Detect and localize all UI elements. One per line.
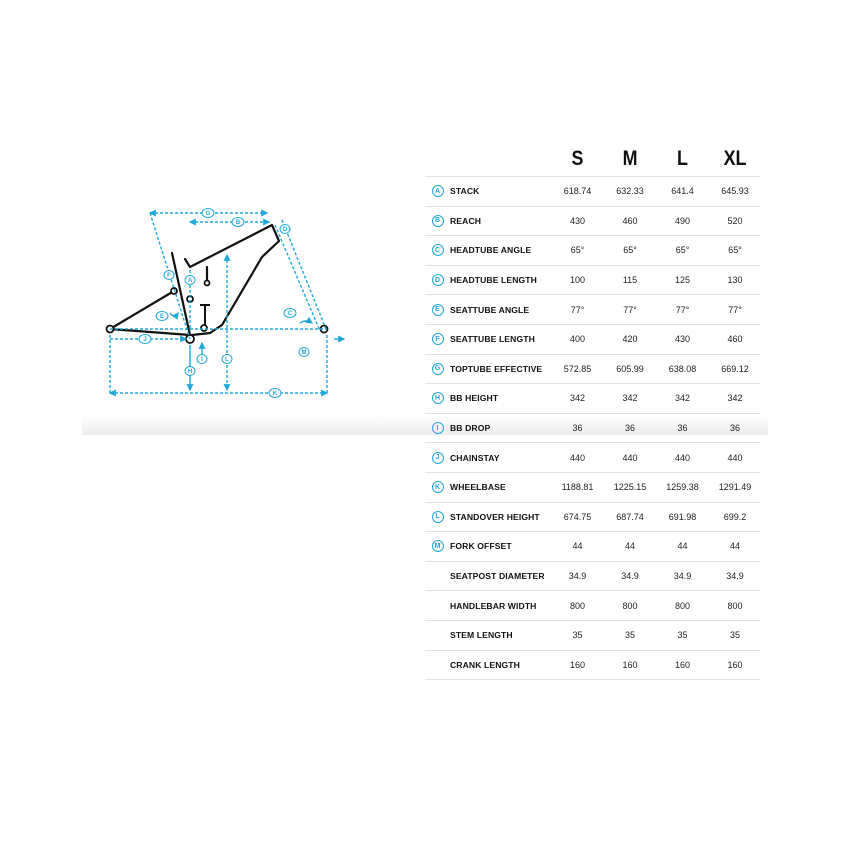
- table-row: [425, 562, 760, 592]
- row-value-s: 1188.81: [561, 482, 594, 493]
- table-row: [425, 473, 760, 503]
- row-value-m: 36: [624, 423, 635, 434]
- row-value-l: 65°: [675, 245, 690, 256]
- svg-text:K: K: [272, 391, 278, 397]
- badge-J: [139, 335, 151, 344]
- row-value-s: 36: [572, 423, 583, 434]
- row-value-m: 1225.15: [613, 482, 647, 493]
- row-label: CHAINSTAY: [450, 452, 500, 463]
- row-value-m: 632.33: [616, 186, 644, 197]
- svg-text:E: E: [159, 314, 165, 320]
- size-header-row: [425, 142, 760, 176]
- row-value-s: 430: [569, 215, 586, 226]
- row-label: REACH: [450, 215, 482, 226]
- seat-stay: [110, 291, 174, 329]
- table-row: [425, 176, 760, 207]
- table-row: [425, 236, 760, 266]
- row-badge: M: [432, 540, 444, 552]
- row-badge: C: [432, 244, 444, 256]
- row-value-s: 160: [569, 659, 586, 670]
- row-value-s: 400: [569, 334, 586, 345]
- badge-D: [280, 225, 290, 234]
- row-value-l: 1259.38: [666, 482, 699, 493]
- row-label: SEATPOST DIAMETER: [450, 571, 545, 582]
- row-label: HANDLEBAR WIDTH: [450, 600, 537, 611]
- row-value-l: 430: [674, 334, 691, 345]
- row-value-s: 100: [569, 275, 586, 286]
- badge-H: [185, 367, 195, 376]
- top-tube: [185, 225, 279, 335]
- row-value-m: 420: [622, 334, 638, 345]
- svg-text:L: L: [225, 357, 229, 363]
- table-row: [425, 651, 760, 681]
- size-S: S: [571, 147, 584, 170]
- row-value-xl: 36: [729, 423, 740, 434]
- lower-pivot: [201, 325, 207, 331]
- row-value-s: 35: [572, 630, 583, 641]
- row-badge: G: [432, 363, 444, 375]
- row-value-m: 687.74: [616, 511, 644, 522]
- row-value-xl: 440: [727, 452, 743, 463]
- badge-A: [185, 276, 195, 285]
- table-row: [425, 355, 760, 385]
- table-row: [425, 443, 760, 473]
- row-value-m: 440: [622, 452, 638, 463]
- row-value-s: 800: [569, 600, 586, 611]
- row-label: BB DROP: [450, 423, 491, 434]
- size-L: L: [677, 147, 688, 170]
- row-value-xl: 1291.49: [718, 482, 752, 493]
- table-row: [425, 207, 760, 237]
- shock-icon: [200, 305, 210, 325]
- row-value-s: 618.74: [563, 186, 592, 197]
- badge-G: [202, 209, 214, 218]
- row-value-m: 800: [622, 600, 638, 611]
- row-value-xl: 669.12: [721, 363, 749, 374]
- row-value-xl: 65°: [728, 245, 742, 256]
- row-badge: J: [432, 452, 444, 464]
- row-value-l: 77°: [675, 304, 690, 315]
- size-XL: XL: [723, 147, 747, 170]
- size-M: M: [622, 147, 638, 170]
- row-value-xl: 645.93: [721, 186, 749, 197]
- svg-text:G: G: [205, 211, 211, 217]
- row-badge: D: [432, 274, 444, 286]
- row-value-s: 77°: [570, 304, 585, 315]
- row-value-m: 460: [622, 215, 638, 226]
- geometry-table: [425, 142, 760, 680]
- row-label: SEATTUBE LENGTH: [450, 334, 535, 345]
- row-badge: H: [432, 392, 444, 404]
- upper-pivot: [171, 288, 177, 294]
- row-value-l: 125: [674, 275, 691, 286]
- badge-K: [269, 389, 281, 398]
- badge-E: [156, 312, 168, 321]
- row-badge: L: [432, 511, 444, 523]
- row-label: HEADTUBE LENGTH: [450, 275, 537, 286]
- row-value-l: 440: [674, 452, 691, 463]
- row-value-m: 34.9: [621, 571, 639, 582]
- svg-text:C: C: [287, 311, 293, 317]
- row-label: SEATTUBE ANGLE: [450, 304, 530, 315]
- row-value-s: 44: [572, 541, 583, 552]
- row-value-m: 160: [622, 659, 638, 670]
- diagram-letter-badges: [139, 209, 309, 398]
- row-badge: I: [432, 422, 444, 434]
- table-row: [425, 532, 760, 562]
- row-value-s: 572.85: [563, 363, 592, 374]
- row-badge: A: [432, 185, 444, 197]
- row-value-m: 65°: [623, 245, 637, 256]
- row-label: STACK: [450, 186, 480, 197]
- row-value-l: 342: [674, 393, 691, 404]
- dimension-lines: [110, 213, 344, 393]
- svg-text:B: B: [235, 220, 241, 226]
- badge-B: [232, 218, 244, 227]
- row-value-l: 691.98: [668, 511, 697, 522]
- svg-text:H: H: [187, 369, 193, 375]
- badge-C: [284, 309, 296, 318]
- row-label: BB HEIGHT: [450, 393, 499, 404]
- row-value-l: 160: [674, 659, 691, 670]
- row-value-m: 115: [622, 275, 638, 286]
- row-value-l: 800: [674, 600, 691, 611]
- row-value-l: 35: [677, 630, 688, 641]
- row-value-xl: 34.9: [726, 571, 744, 582]
- svg-text:M: M: [301, 350, 307, 356]
- row-value-xl: 77°: [728, 304, 742, 315]
- row-value-xl: 160: [727, 659, 743, 670]
- svg-text:A: A: [187, 278, 193, 284]
- row-value-m: 605.99: [616, 363, 644, 374]
- row-value-l: 490: [674, 215, 691, 226]
- row-value-xl: 800: [727, 600, 743, 611]
- svg-text:J: J: [143, 337, 147, 343]
- row-value-l: 638.08: [668, 363, 697, 374]
- row-label: WHEELBASE: [450, 482, 506, 493]
- row-value-m: 44: [624, 541, 635, 552]
- svg-text:I: I: [201, 357, 203, 363]
- table-row: [425, 384, 760, 414]
- row-badge: F: [432, 333, 444, 345]
- row-label: STANDOVER HEIGHT: [450, 511, 540, 522]
- row-value-m: 35: [624, 630, 635, 641]
- row-label: STEM LENGTH: [450, 630, 513, 641]
- row-label: CRANK LENGTH: [450, 659, 520, 670]
- table-row: [425, 266, 760, 296]
- badge-L: [222, 355, 232, 364]
- row-value-l: 36: [677, 423, 688, 434]
- row-value-xl: 35: [729, 630, 740, 641]
- table-row: [425, 621, 760, 651]
- row-value-xl: 699.2: [723, 511, 747, 522]
- chain-stay: [110, 329, 190, 335]
- row-badge: E: [432, 304, 444, 316]
- row-value-m: 77°: [623, 304, 637, 315]
- row-label: FORK OFFSET: [450, 541, 512, 552]
- table-row: [425, 414, 760, 444]
- row-value-s: 342: [569, 393, 586, 404]
- svg-text:D: D: [282, 227, 288, 233]
- row-value-xl: 130: [727, 275, 743, 286]
- table-row: [425, 591, 760, 621]
- row-label: HEADTUBE ANGLE: [450, 245, 532, 256]
- table-row: [425, 325, 760, 355]
- geometry-rows: [425, 176, 760, 680]
- row-value-m: 342: [622, 393, 638, 404]
- row-value-s: 440: [569, 452, 586, 463]
- shock-top: [205, 281, 210, 286]
- badge-I: [197, 355, 207, 364]
- row-value-s: 34.9: [568, 571, 587, 582]
- row-value-l: 44: [677, 541, 688, 552]
- svg-text:F: F: [167, 273, 171, 279]
- row-value-xl: 460: [727, 334, 743, 345]
- table-row: [425, 503, 760, 533]
- row-badge: B: [432, 215, 444, 227]
- row-label: TOPTUBE EFFECTIVE: [450, 363, 543, 374]
- row-badge: K: [432, 481, 444, 493]
- row-value-xl: 44: [729, 541, 740, 552]
- badge-M: [299, 348, 309, 357]
- row-value-l: 34.9: [673, 571, 692, 582]
- row-value-xl: 342: [727, 393, 743, 404]
- badge-F: [164, 271, 174, 280]
- row-value-s: 65°: [570, 245, 585, 256]
- row-value-l: 641.4: [671, 186, 694, 197]
- table-row: [425, 295, 760, 325]
- row-value-xl: 520: [727, 215, 743, 226]
- row-value-s: 674.75: [563, 511, 592, 522]
